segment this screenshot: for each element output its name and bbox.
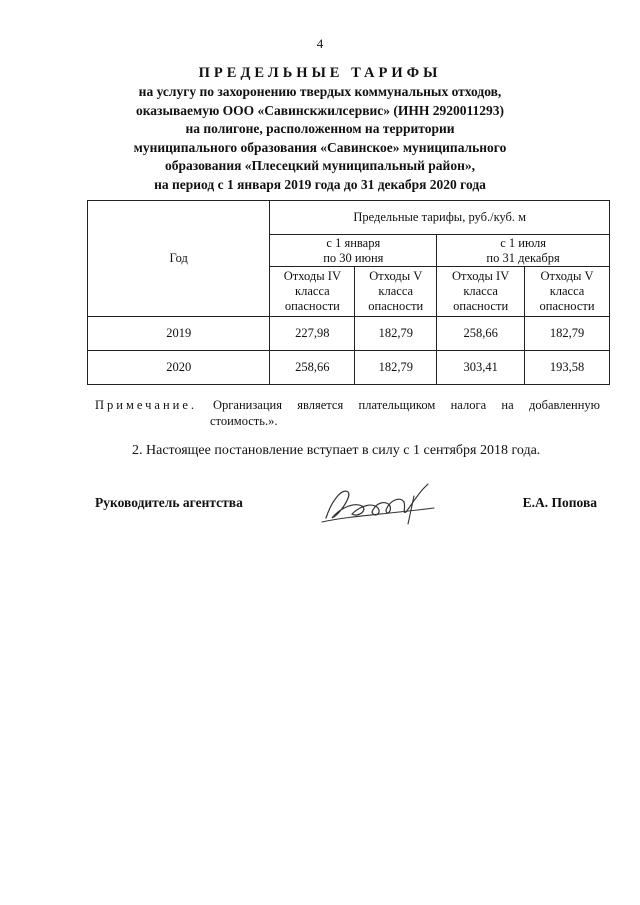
signatory-title: Руководитель агентства bbox=[95, 495, 243, 510]
note-label: Примечание. bbox=[95, 398, 198, 412]
year-cell: 2020 bbox=[88, 351, 270, 385]
tariff-table bbox=[87, 200, 610, 385]
table-row bbox=[88, 317, 610, 351]
page-number: 4 bbox=[316, 36, 324, 51]
value-cell: 303,41 bbox=[437, 351, 525, 385]
note-text-continued: стоимость.». bbox=[210, 414, 278, 428]
value-cell: 182,79 bbox=[355, 317, 437, 351]
class-header: Отходы IV класса опасности bbox=[437, 267, 525, 317]
year-header: Год bbox=[88, 201, 270, 317]
value-cell: 182,79 bbox=[355, 351, 437, 385]
value-cell: 193,58 bbox=[525, 351, 610, 385]
period-header: с 1 января по 30 июня bbox=[270, 235, 437, 267]
document-title bbox=[80, 64, 560, 194]
note-text: Организация является плательщиком налога на добавленную bbox=[213, 398, 600, 412]
title-main: ПРЕДЕЛЬНЫЕ ТАРИФЫ bbox=[198, 65, 442, 81]
handwritten-signature bbox=[318, 478, 440, 530]
title-line: муниципального образования «Савинское» муниципального bbox=[133, 139, 507, 155]
class-header: Отходы V класса опасности bbox=[525, 267, 610, 317]
title-line: образования «Плесецкий муниципальный район», bbox=[165, 158, 475, 173]
value-cell: 182,79 bbox=[525, 317, 610, 351]
year-cell: 2019 bbox=[88, 317, 270, 351]
table-note bbox=[95, 397, 600, 429]
title-line: на полигоне, расположенном на территории bbox=[185, 121, 455, 136]
value-cell: 258,66 bbox=[270, 351, 355, 385]
title-line: на услугу по захоронению твердых коммунальных отходов, bbox=[138, 84, 502, 99]
class-header: Отходы V класса опасности bbox=[355, 267, 437, 317]
title-line: на период с 1 января 2019 года до 31 декабря 2020 года bbox=[154, 176, 486, 192]
table-row bbox=[88, 351, 610, 385]
class-header: Отходы IV класса опасности bbox=[270, 267, 355, 317]
value-cell: 258,66 bbox=[437, 317, 525, 351]
decree-paragraph: 2. Настоящее постановление вступает в силу с 1 сентября 2018 года. bbox=[132, 443, 541, 458]
tariff-header: Предельные тарифы, руб./куб. м bbox=[270, 201, 610, 235]
value-cell: 227,98 bbox=[270, 317, 355, 351]
period-header: с 1 июля по 31 декабря bbox=[437, 235, 610, 267]
title-line: оказываемую ООО «Савинскжилсервис» (ИНН 2920011293) bbox=[135, 102, 505, 118]
signatory-name: Е.А. Попова bbox=[522, 495, 597, 510]
